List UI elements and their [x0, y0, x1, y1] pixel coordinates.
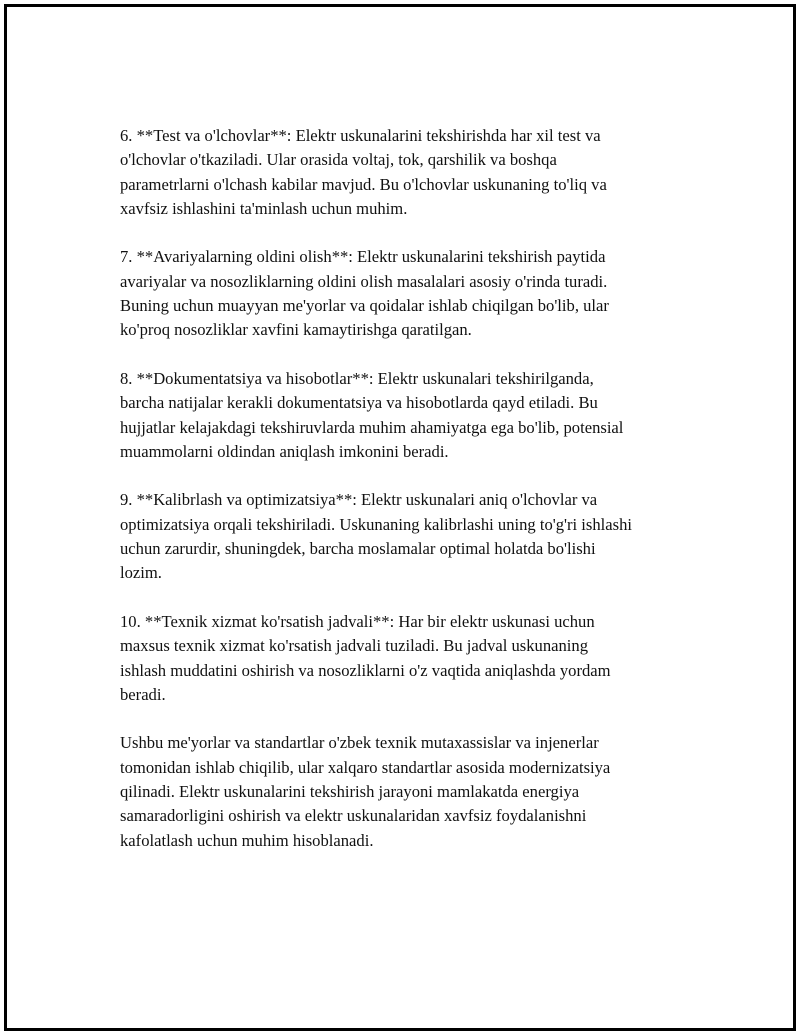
paragraph-calibration: 9. **Kalibrlash va optimizatsiya**: Elektr uskunalari aniq o'lchovlar va optimizatsiya orqali tekshiriladi. Uskunaning kalibrlashi uning to'g'ri ishlashi uchun zarurdir, shuningdek, barcha moslamalar optimal holatda bo'lishi lozim.	[120, 490, 633, 583]
paragraph-conclusion: Ushbu me'yorlar va standartlar o'zbek texnik mutaxassislar va injenerlar tomonidan ishlab chiqilib, ular xalqaro standartlar asosida modernizatsiya qilinadi. Elektr uskunalarini tekshirish jarayoni mamlakatda energiya samaradorligini oshirish va elektr uskunalaridan xavfsiz foydalanishni kafolatlash uchun muhim hisoblanadi.	[120, 733, 611, 850]
page-frame	[4, 4, 796, 1031]
document-body	[120, 124, 710, 877]
paragraph-documentation: 8. **Dokumentatsiya va hisobotlar**: Elektr uskunalari tekshirilganda, barcha natijalar kerakli dokumentatsiya va hisobotlarda qayd etiladi. Bu hujjatlar kelajakdagi tekshiruvlarda muhim ahamiyatga ega bo'lib, potensial muammolarni oldindan aniqlash imkonini beradi.	[120, 368, 624, 461]
paragraph-accident-prevention: 7. **Avariyalarning oldini olish**: Elektr uskunalarini tekshirish paytida avariyalar va nosozliklarning oldini olish masalalari asosiy o'rinda turadi. Buning uchun muayyan me'yorlar va qoidalar ishlab chiqilgan bo'lib, ular ko'proq nosozliklar xavfini kamaytirishga qaratilgan.	[120, 247, 609, 340]
paragraph-test-measurements: 6. **Test va o'lchovlar**: Elektr uskunalarini tekshirishda har xil test va o'lchovlar o'tkaziladi. Ular orasida voltaj, tok, qarshilik va boshqa parametrlarni o'lchash kabilar mavjud. Bu o'lchovlar uskunaning to'liq va xavfsiz ishlashini ta'minlash uchun muhim.	[120, 126, 607, 218]
paragraph-maintenance-schedule: 10. **Texnik xizmat ko'rsatish jadvali**: Har bir elektr uskunasi uchun maxsus texnik xizmat ko'rsatish jadvali tuziladi. Bu jadval uskunaning ishlash muddatini oshirish va nosozliklarni o'z vaqtida aniqlashda yordam beradi.	[120, 611, 611, 704]
